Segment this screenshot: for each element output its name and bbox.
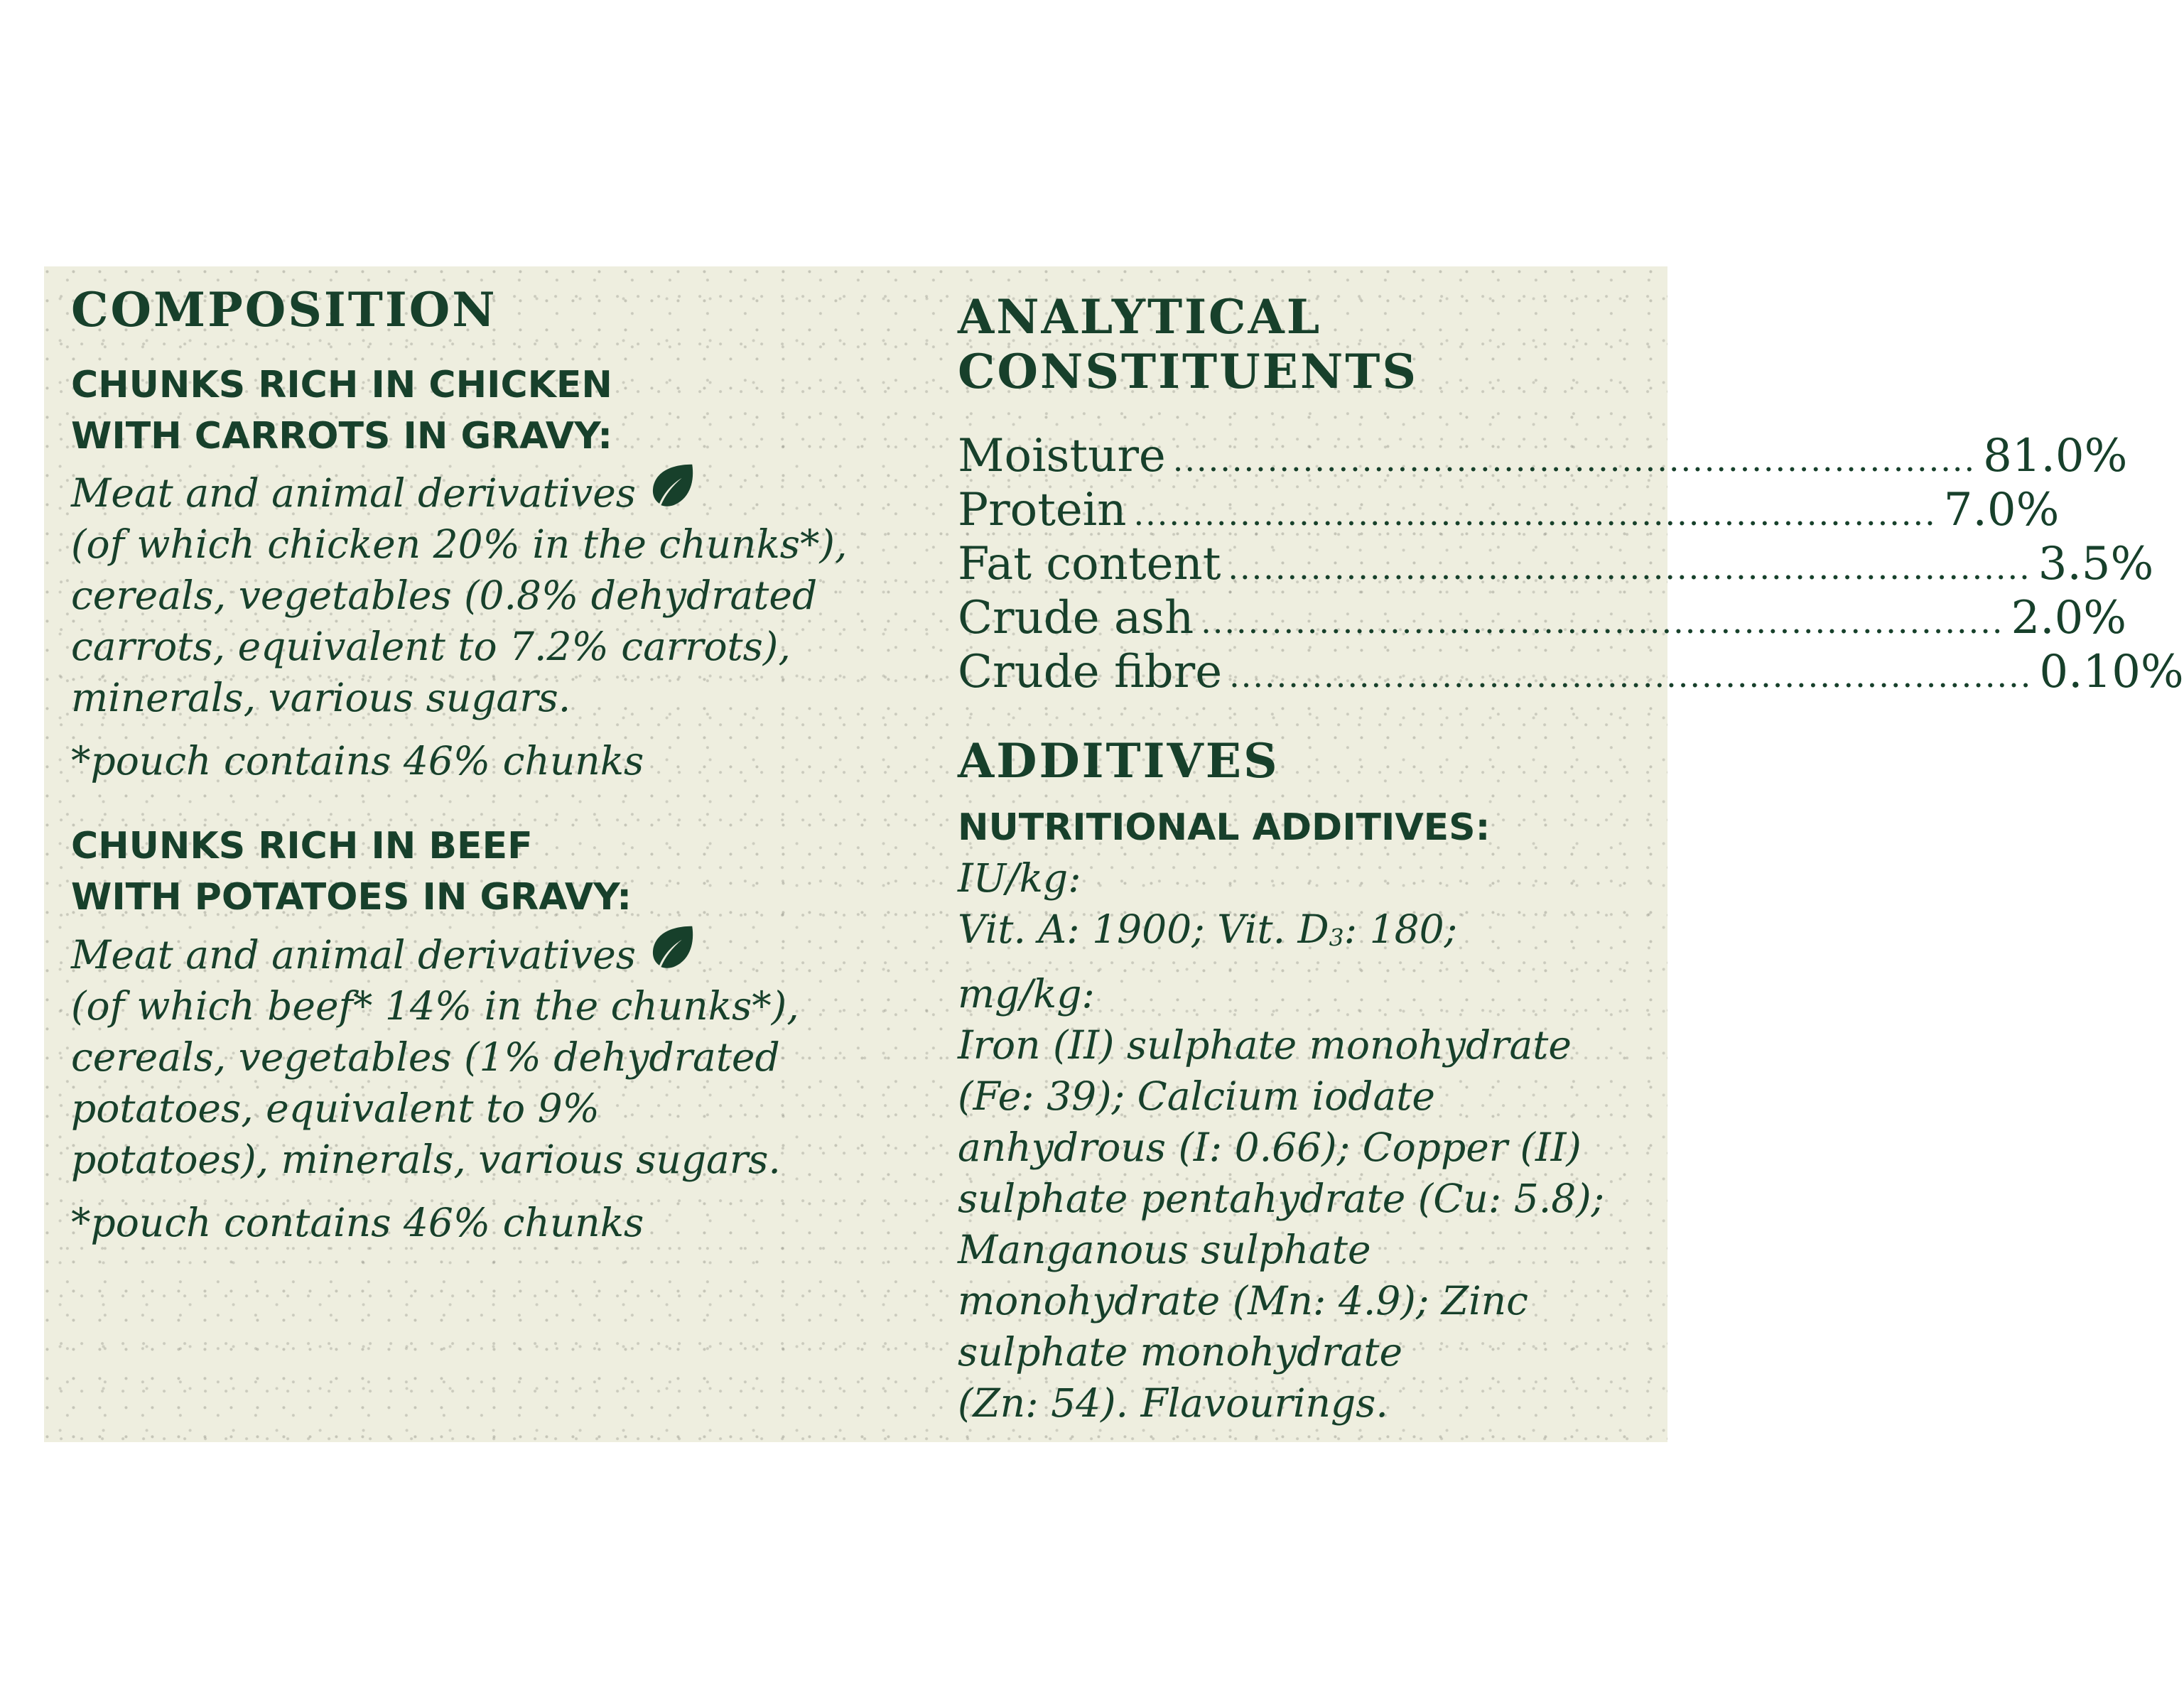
constituent-row: Crude ash .................................................................... 2.0% bbox=[958, 591, 1647, 645]
minerals-block: mg/kg: Iron (II) sulphate monohydrate (Fe: 39); Calcium iodate anhydrous (I: 0.66); Copper (II) sulphate pentahydrate (Cu: 5.8); Manganous sulphate monohydrate (Mn: 4.9); Zinc sulphate monohydrate (Zn: 54). Flavourings. bbox=[958, 971, 1605, 1426]
constituent-row: Crude fibre .................................................................... 0.10% bbox=[958, 645, 1647, 699]
beef-title: CHUNKS RICH IN BEEF WITH POTATOES IN GRAVY: bbox=[71, 825, 632, 919]
analytical-heading-line-2: CONSTITUENTS bbox=[958, 344, 1419, 399]
leader-dots: .................................................................... bbox=[1228, 548, 2031, 587]
beef-ingredients: Meat and animal derivatives (of which beef* 14% in the chunks*), cereals, vegetables (1% dehydrated potatoes, equivalent to 9% potatoes), minerals, various sugars. bbox=[71, 921, 799, 1185]
nutritional-additives-subheading: NUTRITIONAL ADDITIVES: bbox=[958, 806, 1491, 849]
label-panel bbox=[44, 266, 2184, 1442]
additives-heading: ADDITIVES bbox=[958, 733, 1280, 789]
composition-heading: COMPOSITION bbox=[71, 282, 497, 337]
constituent-row: Fat content .................................................................... 3.5% bbox=[958, 537, 1647, 591]
leader-dots: .................................................................... bbox=[1133, 494, 1937, 533]
chicken-ingredients: Meat and animal derivatives (of which chicken 20% in the chunks*), cereals, vegetables (0.8% dehydrated carrots, equivalent to 7.2% carrots), minerals, various sugars. bbox=[71, 460, 847, 723]
vitamins-block: IU/kg: Vit. A: 1900; Vit. $D_3$: 180; bbox=[958, 855, 1458, 952]
beef-note: *pouch contains 46% chunks bbox=[71, 1200, 644, 1245]
leaf-icon bbox=[646, 460, 697, 511]
chicken-title: CHUNKS RICH IN CHICKEN WITH CARROTS IN GRAVY: bbox=[71, 364, 613, 458]
leaf-icon bbox=[646, 921, 697, 973]
chicken-note: *pouch contains 46% chunks bbox=[71, 738, 644, 784]
leader-dots: .................................................................... bbox=[1172, 440, 1977, 479]
leader-dots: .................................................................... bbox=[1201, 602, 2004, 641]
analytical-heading-line-1: ANALYTICAL bbox=[958, 289, 1322, 345]
constituent-row: Moisture .................................................................... 81.0% bbox=[958, 429, 1647, 483]
leader-dots: .................................................................... bbox=[1229, 656, 2033, 695]
constituent-row: Protein .................................................................... 7.0% bbox=[958, 483, 1647, 537]
